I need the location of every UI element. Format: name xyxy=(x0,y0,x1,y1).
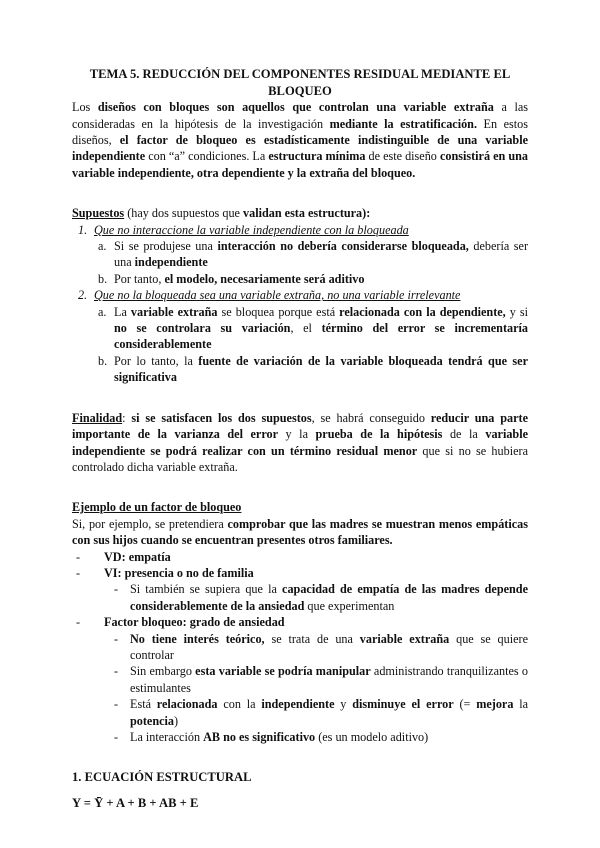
structural-equation: Y = Ȳ + A + B + AB + E xyxy=(72,795,199,810)
bold-run: variable independiente se podrá realizar con un término residual menor xyxy=(72,427,528,458)
subitem-text xyxy=(114,354,528,384)
supuestos-heading: Supuestos xyxy=(72,206,125,221)
text-run: Está xyxy=(130,697,157,712)
subitem-text xyxy=(114,272,364,286)
bold-run: esta variable se podría manipular xyxy=(195,664,371,679)
bold-run: variable extraña xyxy=(359,631,450,646)
list-item-factor-bloqueo: - Factor bloqueo: grado de ansiedad xyxy=(76,615,285,630)
supuestos-list xyxy=(72,222,528,386)
supuesto-number: 1. xyxy=(78,222,88,237)
text-run: se trata de una xyxy=(264,631,360,646)
bold-run: disminuye el error xyxy=(352,697,454,712)
supuestos-heading-line xyxy=(72,205,528,221)
text-run: , se habrá conseguido xyxy=(311,410,431,425)
factor-bloqueo-sublist xyxy=(72,631,528,746)
bold-run: consistirá en una variable independiente, otra dependiente y la extraña del bloqueo. xyxy=(72,149,528,180)
intro-paragraph xyxy=(72,99,528,181)
supuesto-subitem xyxy=(72,271,528,287)
bold-run: variable extraña xyxy=(130,304,218,319)
vi-subitem: - Si también se supiera que la capacidad de empatía de las madres depende considerablemente de la ansiedad que experimentan xyxy=(114,582,528,613)
bold-run: No tiene interés teórico, xyxy=(130,631,265,646)
text-run: con la xyxy=(217,697,262,712)
text-run: y xyxy=(334,697,353,712)
text-run: La interacción xyxy=(130,730,204,744)
document-page xyxy=(72,66,528,811)
bold-run: el factor de bloqueo es estadísticamente indistinguible de una variable independiente xyxy=(72,133,529,164)
text-run: de la xyxy=(442,427,486,442)
supuesto-item xyxy=(72,222,528,238)
text-run: : xyxy=(122,410,132,425)
text-run: y la xyxy=(278,427,316,442)
subitem-text xyxy=(114,305,528,352)
finalidad-paragraph xyxy=(72,410,528,476)
subitem-marker: a. xyxy=(98,239,107,254)
text-run: debería ser una xyxy=(114,239,529,270)
bold-run: relacionada con la dependiente, xyxy=(339,304,506,319)
ejemplo-intro xyxy=(72,516,528,549)
factor-bloqueo-label: Factor bloqueo: grado de ansiedad xyxy=(104,615,285,630)
subitem-text xyxy=(114,239,528,269)
supuesto-text: Que no la bloqueada sea una variable extraña, no una variable irrelevante xyxy=(94,288,461,303)
text-run: ) xyxy=(174,713,179,728)
factor-bloqueo-subitem: - La interacción AB no es significativo (es un modelo aditivo) xyxy=(114,730,429,744)
bold-run: interacción no debería considerarse bloqueada, xyxy=(217,239,469,254)
text-run: la xyxy=(513,697,529,712)
subitem-text xyxy=(130,664,528,694)
title-line-1: TEMA 5. REDUCCIÓN DEL COMPONENTES RESIDUAL MEDIANTE EL xyxy=(89,67,511,81)
supuestos-heading-rest xyxy=(124,206,370,220)
bold-run: potencia xyxy=(130,713,175,728)
vd-label: VD: empatía xyxy=(104,549,171,564)
text-run: (es un modelo aditivo) xyxy=(315,730,429,744)
finalidad-text xyxy=(72,411,528,474)
supuesto-subitem xyxy=(72,353,528,386)
subitem-marker: b. xyxy=(98,271,108,286)
text-run: y si xyxy=(505,304,528,319)
subitem-text xyxy=(130,697,528,727)
section-1-title: 1. ECUACIÓN ESTRUCTURAL xyxy=(72,770,252,785)
text-run: que si no se hubiera controlado dicha variable extraña. xyxy=(72,443,528,474)
text-run: Por lo tanto, la xyxy=(114,353,199,368)
text-run: Por tanto, xyxy=(114,271,165,286)
list-item-vd: - VD: empatía xyxy=(76,549,171,564)
supuesto-subitem xyxy=(72,304,528,353)
supuesto-subitem xyxy=(72,238,528,271)
factor-bloqueo-subitem: - No tiene interés teórico, se trata de una variable extraña que se quiere controlar xyxy=(114,631,529,662)
bold-run: no se controlara su variación xyxy=(114,321,291,336)
text-run: Si se produjese una xyxy=(114,239,218,254)
bold-run: si se satisfacen los dos supuestos xyxy=(131,410,312,425)
bold-run: término del error se incrementaría considerablemente xyxy=(114,321,528,352)
bold-run: fuente de variación de la variable bloqueada tendrá que ser significativa xyxy=(114,353,528,385)
ejemplo-heading: Ejemplo de un factor de bloqueo xyxy=(72,500,242,515)
text-run: con “a” condiciones. La xyxy=(145,149,269,164)
vi-subitem-text xyxy=(130,582,528,612)
subitem-marker: a. xyxy=(98,304,107,319)
text-run: a las consideradas en la hipótesis de la investigación xyxy=(72,100,529,131)
supuesto-number: 2. xyxy=(78,288,88,303)
subitem-marker: b. xyxy=(98,353,108,368)
text-run: de este diseño xyxy=(365,149,440,164)
bold-run: independiente xyxy=(261,697,335,712)
supuesto-text: Que no interaccione la variable independiente con la bloqueada xyxy=(94,222,409,237)
bold-run: relacionada xyxy=(156,697,218,712)
text-run: que experimentan xyxy=(304,598,395,613)
list-item-vi: - VI: presencia o no de familia xyxy=(76,565,254,580)
bold-run: comprobar que las madres se muestran menos empáticas con sus hijos cuando se encuentran presentes otros familiares. xyxy=(72,516,528,548)
bold-run: estructura mínima xyxy=(268,149,366,164)
text-run: (hay dos supuestos que xyxy=(124,206,243,221)
bold-run: mejora xyxy=(476,697,514,712)
vi-label: VI: presencia o no de familia xyxy=(104,565,254,580)
bold-run: reducir una parte importante de la varianza del error xyxy=(72,410,528,442)
text-run: En estos diseños, xyxy=(72,116,528,147)
bold-run: capacidad de empatía de las madres depende considerablemente de la ansiedad xyxy=(130,582,528,613)
bold-run: independiente xyxy=(134,255,208,270)
text-run: que se quiere controlar xyxy=(130,631,529,662)
text-run: se bloquea porque está xyxy=(217,304,340,319)
bold-run: AB no es significativo xyxy=(203,730,316,744)
ejemplo-heading-line xyxy=(72,499,528,515)
finalidad-heading: Finalidad xyxy=(72,410,123,425)
text-run: Si también se supiera que la xyxy=(130,582,283,597)
supuesto-item xyxy=(72,287,528,303)
title-line-2: BLOQUEO xyxy=(268,83,332,98)
text-run: Los xyxy=(72,100,98,115)
factor-bloqueo-subitem: - Sin embargo esta variable se podría manipular administrando tranquilizantes o estimulantes xyxy=(114,664,528,695)
text-run: La xyxy=(114,304,131,319)
bold-run: mediante la estratificación. xyxy=(329,116,478,131)
subitem-text xyxy=(130,632,528,662)
bold-run: el modelo, necesariamente será aditivo xyxy=(164,271,365,286)
text-run: Si, por ejemplo, se pretendiera xyxy=(72,516,228,531)
text-run: , el xyxy=(290,321,322,336)
factor-bloqueo-subitem: - Está relacionada con la independiente y disminuye el error (= mejora la potencia) xyxy=(114,697,529,728)
bold-run: prueba de la hipótesis xyxy=(315,427,443,442)
text-run: (= xyxy=(453,697,477,712)
bold-run: validan esta estructura): xyxy=(243,206,371,221)
document-title xyxy=(72,66,528,99)
bold-run: diseños con bloques son aquellos que controlan una variable extraña xyxy=(97,100,494,115)
text-run: Sin embargo xyxy=(130,664,196,679)
text-run: administrando tranquilizantes o estimulantes xyxy=(130,664,528,695)
subitem-text xyxy=(130,730,428,744)
